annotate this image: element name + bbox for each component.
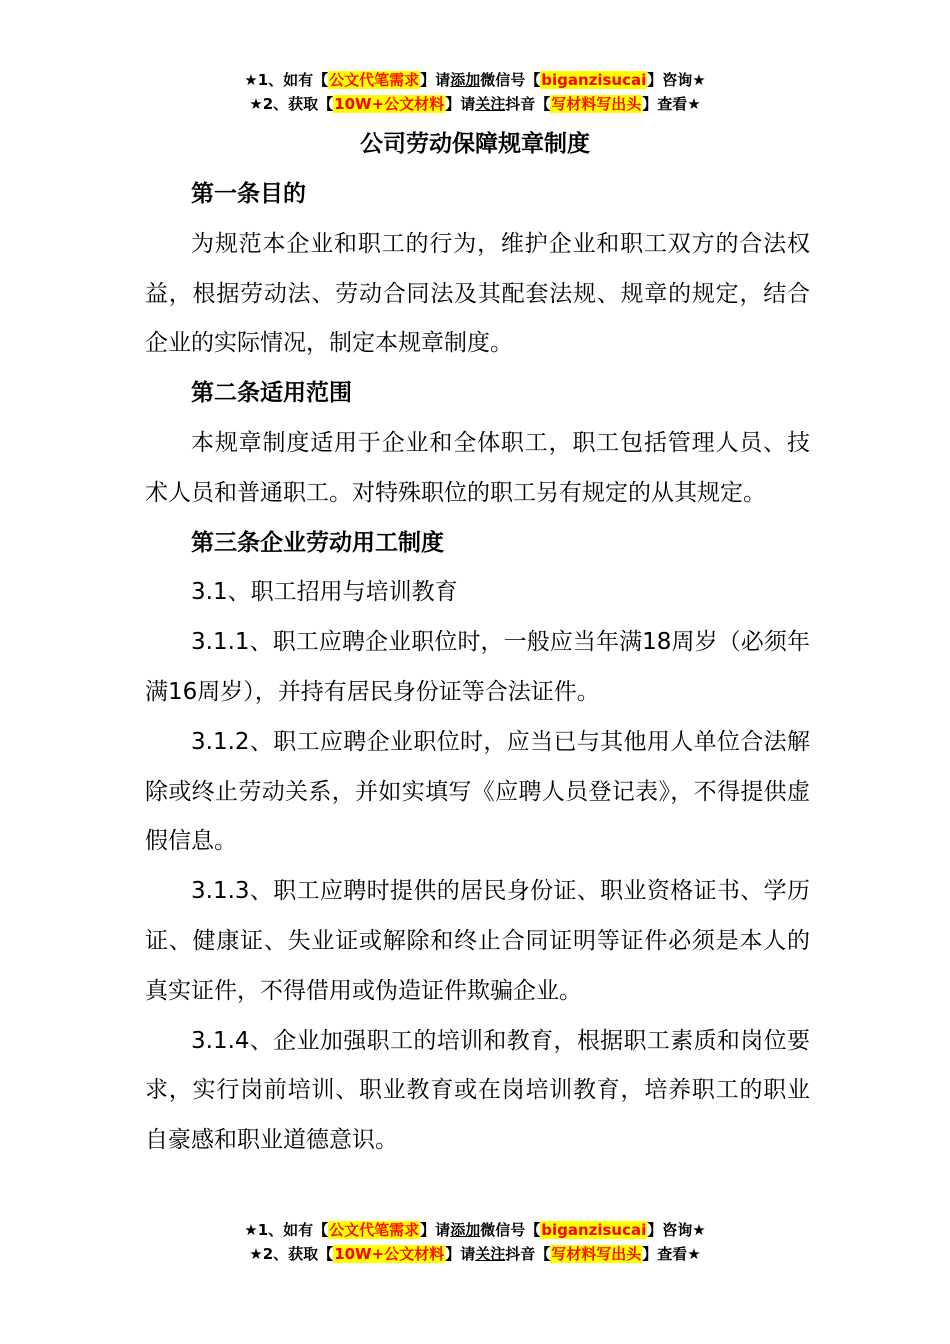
article-1-text: 为规范本企业和职工的行为，维护企业和职工双方的合法权益，根据劳动法、劳动合同法及其配套法规、规章的规定，结合企业的实际情况，制定本规章制度。 bbox=[145, 230, 810, 357]
highlight-service: 公文代笔需求 bbox=[329, 1221, 420, 1239]
highlight-douyin-account: 写材料写出头 bbox=[551, 1245, 642, 1263]
highlight-wechat-id: biganzisucai bbox=[541, 71, 647, 89]
article-1-heading: 第一条目的 bbox=[191, 181, 306, 207]
clause-3-1-4: 3.1.4、企业加强职工的培训和教育，根据职工素质和岗位要求，实行岗前培训、职业教育或在岗培训教育，培养职工的职业自豪感和职业道德意识。 bbox=[145, 1027, 810, 1154]
highlight-materials: 10W+公文材料 bbox=[334, 1245, 445, 1263]
promo-line-1: ★1、如有【公文代笔需求】请添加微信号【biganzisucai】咨询★ bbox=[244, 71, 706, 89]
clause-3-1-1: 3.1.1、职工应聘企业职位时，一般应当年满18周岁（必须年满16周岁），并持有居民身份证等合法证件。 bbox=[145, 629, 810, 705]
highlight-douyin-account: 写材料写出头 bbox=[551, 95, 642, 113]
article-2-heading: 第二条适用范围 bbox=[191, 380, 352, 407]
highlight-service: 公文代笔需求 bbox=[329, 71, 420, 89]
promo-banner-bottom bbox=[0, 1218, 950, 1266]
document-title: 公司劳动保障规章制度 bbox=[360, 131, 590, 157]
clause-3-1-2: 3.1.2、职工应聘企业职位时，应当已与其他用人单位合法解除或终止劳动关系，并如实填写《应聘人员登记表》，不得提供虚假信息。 bbox=[145, 728, 810, 855]
promo-line-1: ★1、如有【公文代笔需求】请添加微信号【biganzisucai】咨询★ bbox=[244, 1221, 706, 1239]
article-2-text: 本规章制度适用于企业和全体职工，职工包括管理人员、技术人员和普通职工。对特殊职位的职工另有规定的从其规定。 bbox=[145, 429, 810, 506]
highlight-wechat-id: biganzisucai bbox=[541, 1221, 647, 1239]
article-3-heading: 第三条企业劳动用工制度 bbox=[191, 529, 444, 556]
promo-line-2: ★2、获取【10W+公文材料】请关注抖音【写材料写出头】查看★ bbox=[249, 95, 701, 113]
document-body bbox=[145, 170, 810, 1166]
section-3-1: 3.1、职工招用与培训教育 bbox=[191, 579, 458, 606]
promo-line-2: ★2、获取【10W+公文材料】请关注抖音【写材料写出头】查看★ bbox=[249, 1245, 701, 1263]
highlight-materials: 10W+公文材料 bbox=[334, 95, 445, 113]
promo-banner-top bbox=[0, 68, 950, 116]
clause-3-1-3: 3.1.3、职工应聘时提供的居民身份证、职业资格证书、学历证、健康证、失业证或解除和终止合同证明等证件必须是本人的真实证件，不得借用或伪造证件欺骗企业。 bbox=[145, 878, 810, 1004]
